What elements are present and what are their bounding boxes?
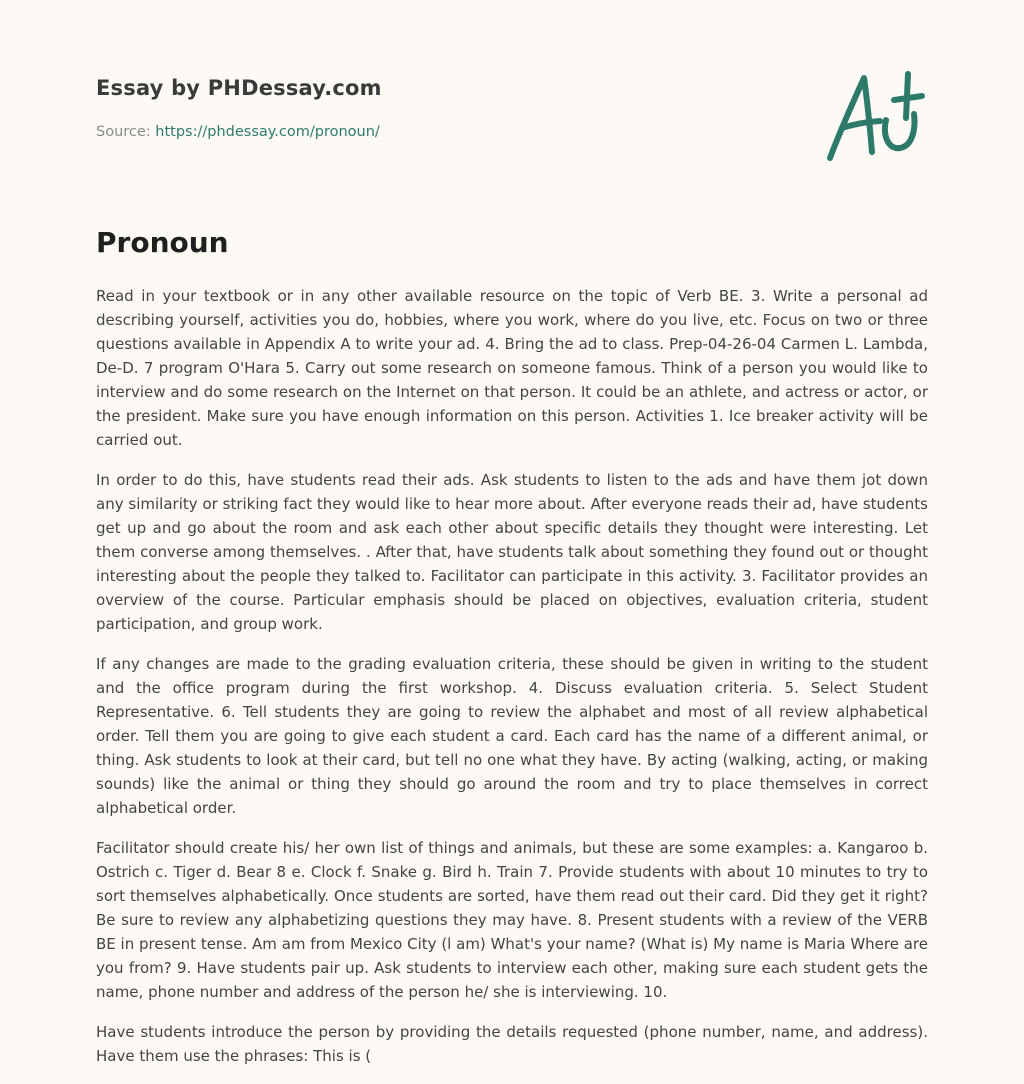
article-paragraph: If any changes are made to the grading evaluation criteria, these should be given in writing to the student and the office program during the first workshop. 4. Discuss evaluation criteria. 5. Select Student Representative. 6. Tell students they are going to review the alphabet and most of all review alphabetical order. Tell them you are going to give each student a card. Each card has the name of a different animal, or thing. Ask students to look at their card, but tell no one what they have. By acting (walking, acting, or making sounds) like the animal or thing they should go around the room and try to place themselves in correct alphabetical order.	[96, 655, 928, 817]
article-body	[96, 284, 928, 1084]
source-line	[96, 124, 380, 140]
page-header	[96, 0, 928, 200]
a-plus-logo-icon	[824, 66, 928, 166]
article-paragraph: In order to do this, have students read their ads. Ask students to listen to the ads and have them jot down any similarity or striking fact they would like to hear more about. After everyone reads their ad, have students get up and go about the room and ask each other about specific details they thought were interesting. Let them converse among themselves. . After that, have students talk about something they found out or thought interesting about the people they talked to. Facilitator can participate in this activity. 3. Facilitator provides an overview of the course. Particular emphasis should be placed on objectives, evaluation criteria, student participation, and group work.	[96, 471, 928, 633]
article-paragraph: Have students introduce the person by providing the details requested (phone number, name, and address). Have them use the phrases: This is (	[96, 1023, 928, 1065]
article-paragraph: Read in your textbook or in any other available resource on the topic of Verb BE. 3. Write a personal ad describing yourself, activities you do, hobbies, where you work, where do you live, etc. Focus on two or three questions available in Appendix A to write your ad. 4. Bring the ad to class. Prep-04-26-04 Carmen L. Lambda, De-D. 7 program O'Hara 5. Carry out some research on someone famous. Think of a person you would like to interview and do some research on the Internet on that person. It could be an athlete, and actress or actor, or the president. Make sure you have enough information on this person. Activities 1. Ice breaker activity will be carried out.	[96, 287, 928, 449]
article-title: Pronoun	[96, 226, 229, 259]
article-paragraph: Facilitator should create his/ her own list of things and animals, but these are some examples: a. Kangaroo b. Ostrich c. Tiger d. Bear 8 e. Clock f. Snake g. Bird h. Train 7. Provide students with about 10 minutes to try to sort themselves alphabetically. Once students are sorted, have them read out their card. Did they get it right? Be sure to review any alphabetizing questions they may have. 8. Present students with a review of the VERB BE in present tense. Am am from Mexico City (l am) What's your name? (What is) My name is Maria Where are you from? 9. Have students pair up. Ask students to interview each other, making sure each student gets the name, phone number and address of the person he/ she is interviewing. 10.	[96, 839, 928, 1001]
site-brand[interactable]: Essay by PHDessay.com	[96, 76, 382, 100]
source-link[interactable]: https://phdessay.com/pronoun/	[155, 124, 380, 140]
source-label: Source:	[96, 124, 151, 140]
